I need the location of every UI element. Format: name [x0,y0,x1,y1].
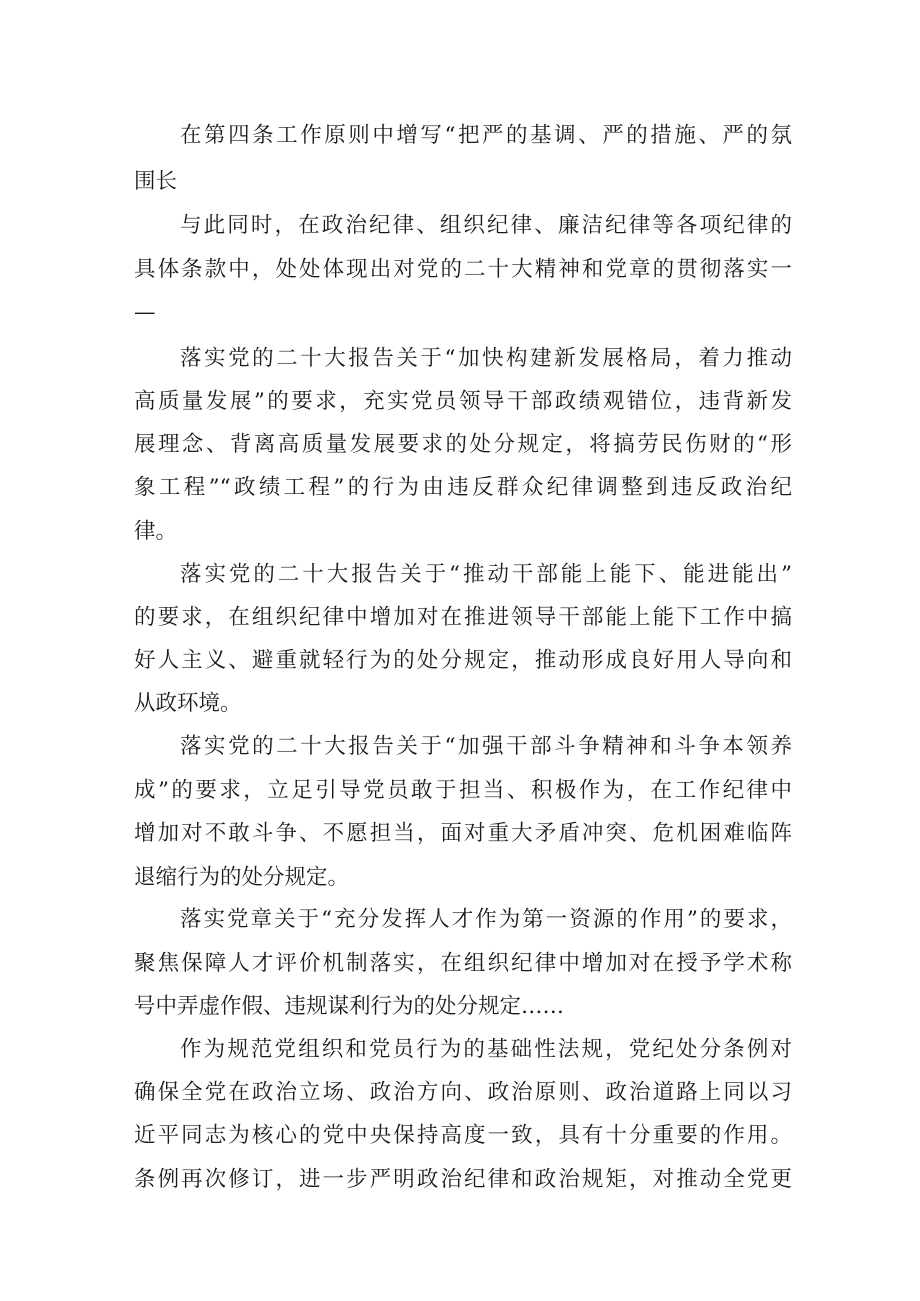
text-line: 好人主义、避重就轻行为的处分规定，推动形成良好用人导向和 [134,648,792,673]
text-line: 落实党章关于“充分发挥人才作为第一资源的作用”的要求， [180,907,792,932]
text-line: — [134,300,156,325]
text-line: 的要求，在组织纪律中增加对在推进领导干部能上能下工作中搞 [134,605,792,630]
text-line: 律。 [134,519,178,544]
text-line: 从政环境。 [134,691,242,716]
text-line: 号中弄虚作假、违规谋利行为的处分规定…… [134,994,565,1019]
text-line: 退缩行为的处分规定。 [134,865,350,890]
text-line: 作为规范党组织和党员行为的基础性法规，党纪处分条例对 [180,1037,792,1062]
text-line: 落实党的二十大报告关于“推动干部能上能下、能进能出” [180,562,792,587]
text-line: 聚焦保障人才评价机制落实，在组织纪律中增加对在授予学术称 [134,951,792,976]
text-line: 围长 [134,169,178,194]
text-line: 条例再次修订，进一步严明政治纪律和政治规矩，对推动全党更 [134,1167,792,1192]
text-line: 与此同时，在政治纪律、组织纪律、廉洁纪律等各项纪律的 [180,213,792,238]
text-line: 在第四条工作原则中增写“把严的基调、严的措施、严的氛 [180,123,792,148]
text-line: 增加对不敢斗争、不愿担当，面对重大矛盾冲突、危机困难临阵 [134,821,792,846]
text-line: 近平同志为核心的党中央保持高度一致，具有十分重要的作用。 [134,1123,792,1148]
text-line: 展理念、背离高质量发展要求的处分规定，将搞劳民伤财的“形 [134,432,792,457]
text-line: 落实党的二十大报告关于“加强干部斗争精神和斗争本领养 [180,734,792,759]
text-line: 确保全党在政治立场、政治方向、政治原则、政治道路上同以习 [134,1080,792,1105]
text-line: 具体条款中，处处体现出对党的二十大精神和党章的贯彻落实一 [134,257,792,282]
text-line: 落实党的二十大报告关于“加快构建新发展格局，着力推动 [180,346,792,371]
text-line: 象工程”“政绩工程”的行为由违反群众纪律调整到违反政治纪 [134,475,792,500]
text-line: 成”的要求，立足引导党员敢于担当、积极作为，在工作纪律中 [134,778,792,803]
text-line: 高质量发展”的要求，充实党员领导干部政绩观错位，违背新发 [134,389,792,414]
